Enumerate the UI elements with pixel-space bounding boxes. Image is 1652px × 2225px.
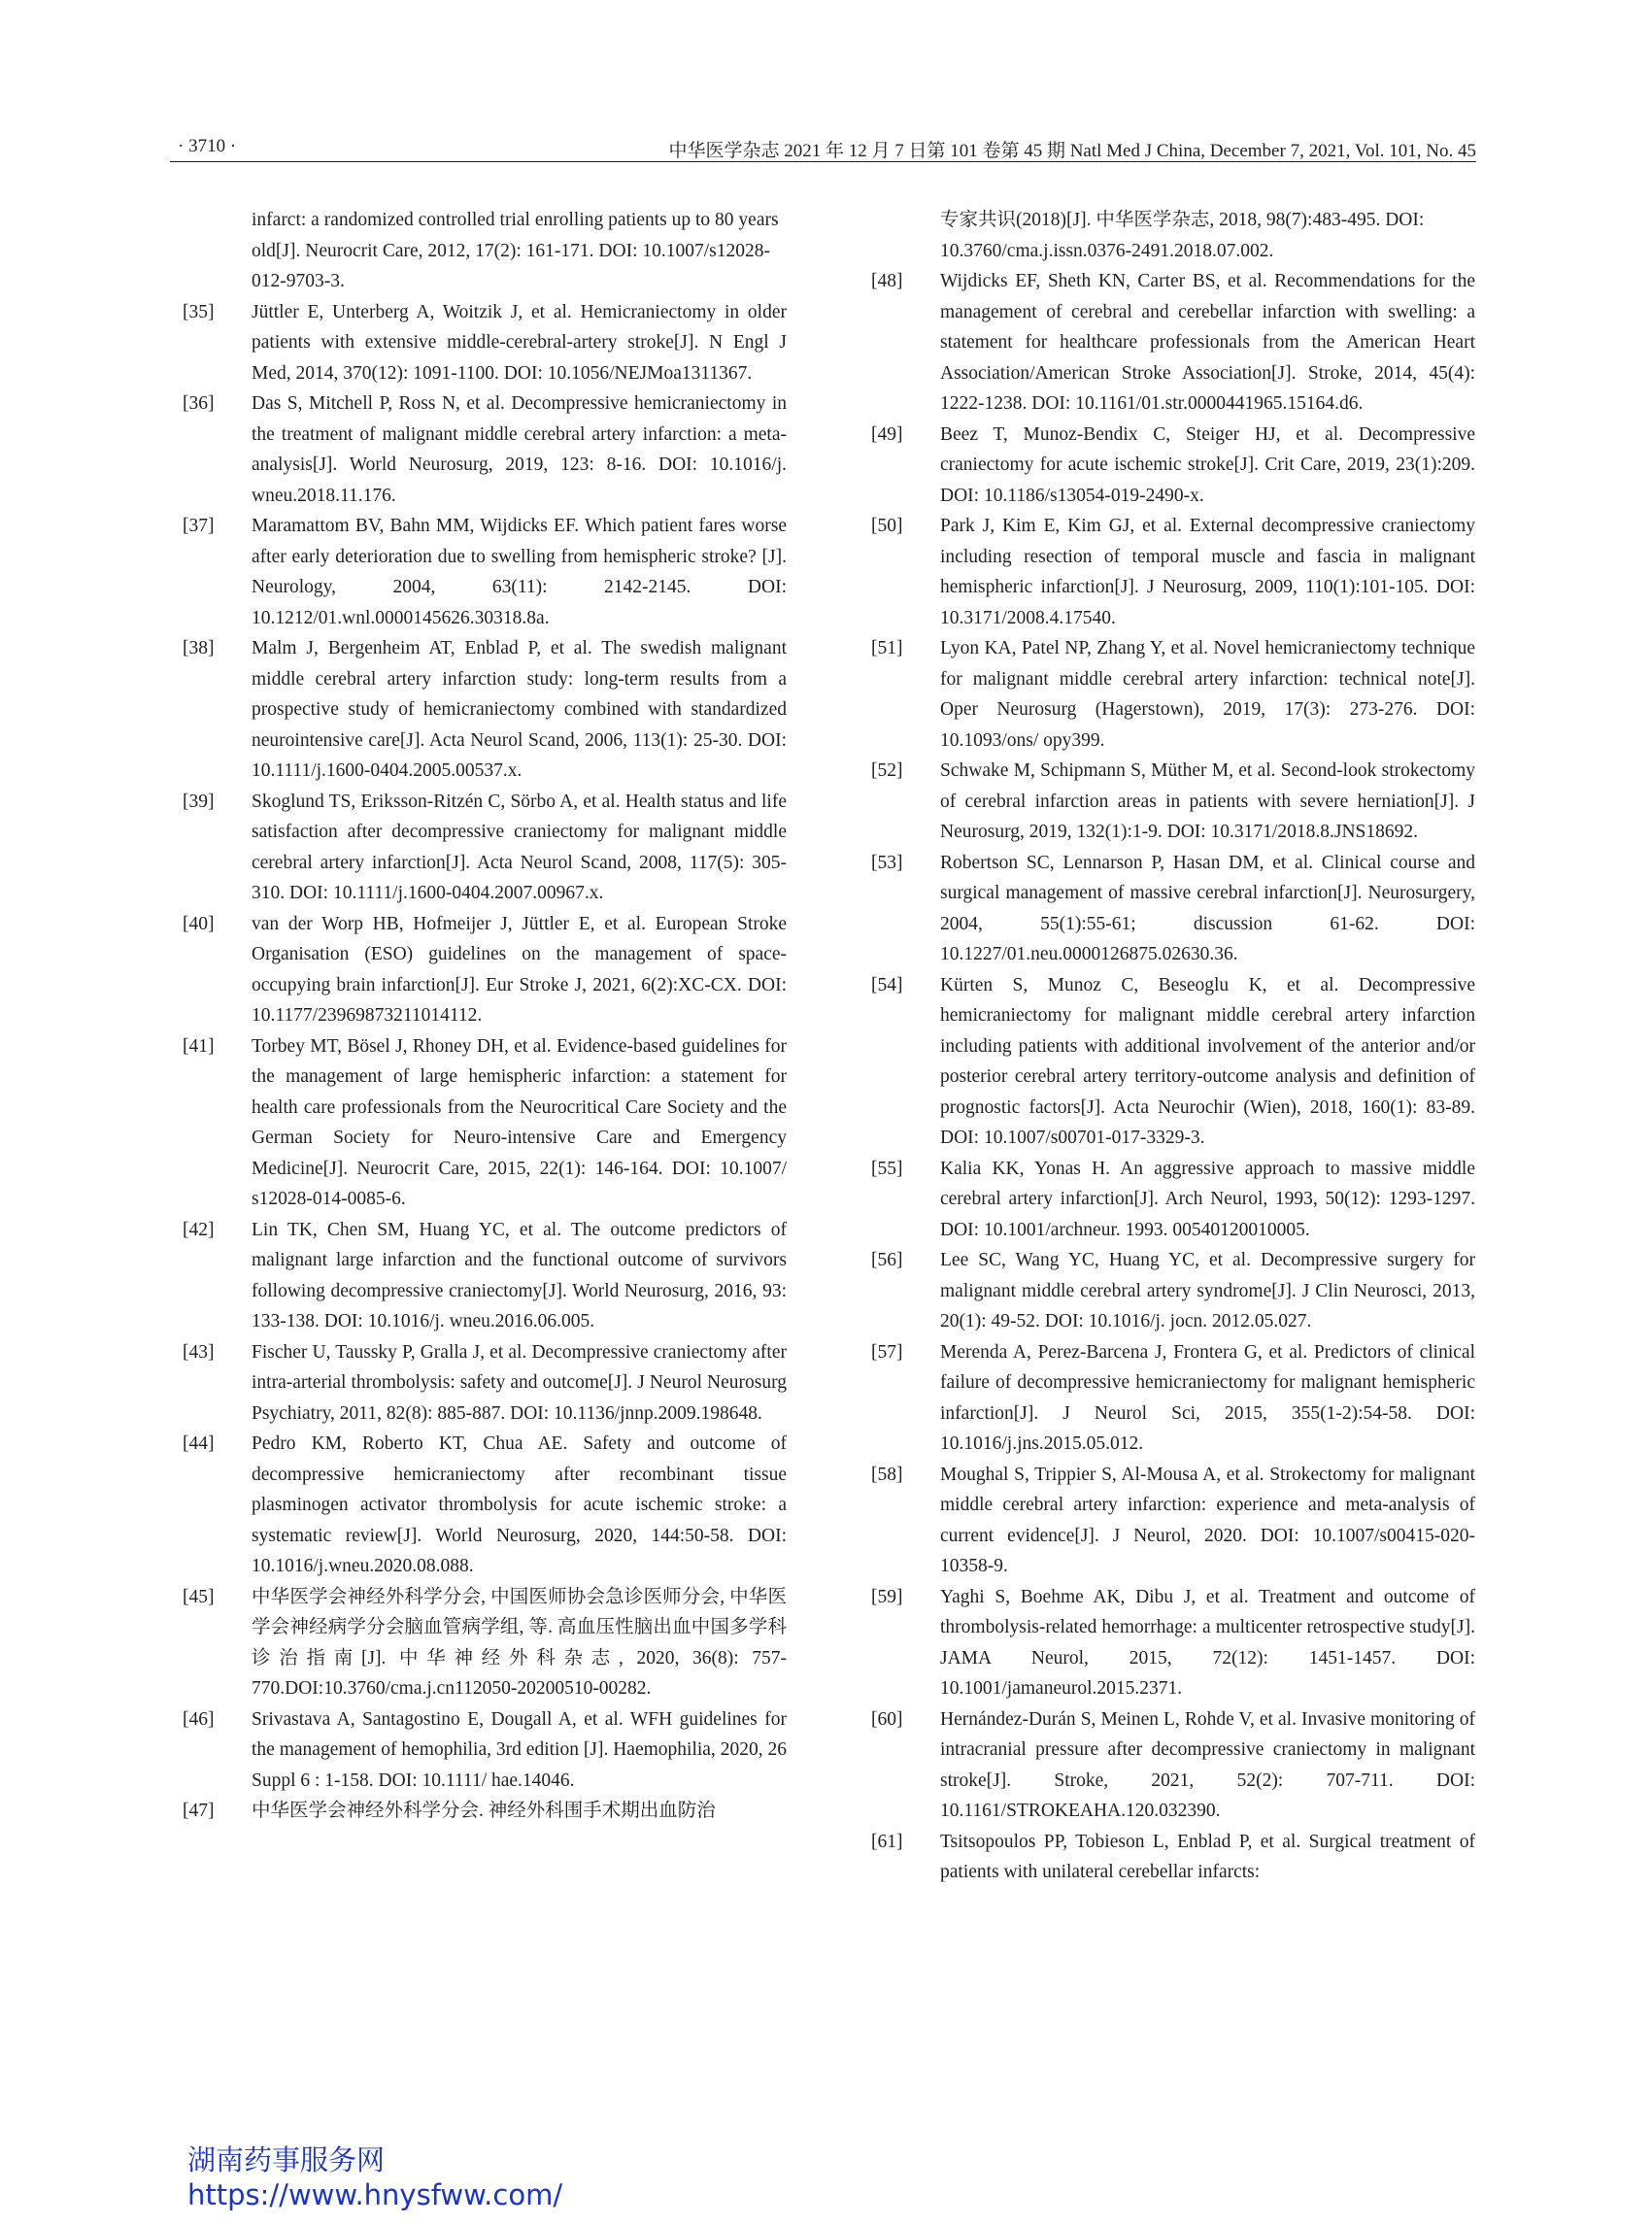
reference-text: Merenda A, Perez-Barcena J, Frontera G, et al. Predictors of clinical failure of decompressive hemicraniectomy for malignant hemispheric infarction[J]. J Neurol Sci, 2015, 355(1-2):54-58. DOI: 10.1016/j.jns.2015.05.012. (940, 1341, 1475, 1454)
reference-text: Moughal S, Trippier S, Al-Mousa A, et al. Strokectomy for malignant middle cerebral artery infarction: experience and meta-analysis of current evidence[J]. J Neurol, 2020. DOI: 10.1007/s00415-020-10358-9. (940, 1464, 1475, 1576)
reference-item (871, 1245, 1475, 1337)
reference-item (871, 1582, 1475, 1704)
reference-text: Lin TK, Chen SM, Huang YC, et al. The outcome predictors of malignant large infarction and the functional outcome of survivors following decompressive craniectomy[J]. World Neurosurg, 2016, 93: 133-138. DOI: 10.1016/j. wneu.2016.06.005. (252, 1219, 787, 1332)
reference-number: [42] (183, 1219, 215, 1240)
reference-list (183, 297, 787, 1827)
reference-text: Das S, Mitchell P, Ross N, et al. Decompressive hemicraniectomy in the treatment of malignant middle cerebral artery infarction: a meta-analysis[J]. World Neurosurg, 2019, 123: 8-16. DOI: 10.1016/j. wneu.2018.11.176. (252, 393, 787, 506)
reference-text: Maramattom BV, Bahn MM, Wijdicks EF. Which patient fares worse after early deterioration due to swelling from hemispheric stroke? [J]. Neurology, 2004, 63(11): 2142-2145. DOI: 10.1212/01.wnl.0000145626.30318.8a. (252, 516, 787, 628)
reference-text: Kürten S, Munoz C, Beseoglu K, et al. Decompressive hemicraniectomy for malignant middle cerebral artery infarction including patients with additional involvement of the anterior and/or posterior cerebral artery territory-outcome analysis and definition of prognostic factors[J]. Acta Neurochir (Wien), 2018, 160(1): 83-89. DOI: 10.1007/s00701-017-3329-3. (940, 974, 1475, 1148)
right-reference-column (871, 205, 1475, 1888)
reference-item (871, 848, 1475, 970)
reference-number: [41] (183, 1035, 215, 1057)
reference-number: [37] (183, 516, 215, 536)
reference-text: Srivastava A, Santagostino E, Dougall A, et al. WFH guidelines for the management of hemophilia, 3rd edition [J]. Haemophilia, 2020, 26 Suppl 6 : 1-158. DOI: 10.1111/ hae.14046. (252, 1708, 787, 1791)
reference-text: Schwake M, Schipmann S, Müther M, et al. Second-look strokectomy of cerebral infarction areas in patients with severe herniation[J]. J Neurosurg, 2019, 132(1):1-9. DOI: 10.3171/2018.8.JNS18692. (940, 760, 1475, 842)
reference-item (183, 1215, 787, 1337)
reference-number: [51] (871, 638, 903, 658)
reference-text: Kalia KK, Yonas H. An aggressive approach to massive middle cerebral artery infarction[J]. Arch Neurol, 1993, 50(12): 1293-1297. DOI: 10.1001/archneur. 1993. 00540120010005. (940, 1158, 1475, 1240)
reference-item (183, 1429, 787, 1582)
reference-number: [53] (871, 852, 903, 873)
reference-list (871, 266, 1475, 1888)
reference-item (871, 511, 1475, 633)
reference-item (183, 787, 787, 909)
reference-number: [44] (183, 1433, 215, 1454)
reference-text: Pedro KM, Roberto KT, Chua AE. Safety and outcome of decompressive hemicraniectomy after recombinant tissue plasminogen activator thrombolysis for acute ischemic stroke: a systematic review[J]. World Neurosurg, 2020, 144:50-58. DOI: 10.1016/j.wneu.2020.08.088. (252, 1433, 787, 1576)
reference-number: [57] (871, 1341, 903, 1363)
reference-number: [46] (183, 1708, 215, 1730)
reference-item (183, 1582, 787, 1704)
watermark-url[interactable]: https://www.hnysfww.com/ (187, 2178, 563, 2211)
reference-item (871, 633, 1475, 756)
reference-text: Lee SC, Wang YC, Huang YC, et al. Decompressive surgery for malignant middle cerebral artery syndrome[J]. J Clin Neurosci, 2013, 20(1): 49-52. DOI: 10.1016/j. jocn. 2012.05.027. (940, 1250, 1475, 1332)
reference-text: Lyon KA, Patel NP, Zhang Y, et al. Novel hemicraniectomy technique for malignant middle cerebral artery infarction: technical note[J]. Oper Neurosurg (Hagerstown), 2019, 17(3): 273-276. DOI: 10.1093/ons/ opy399. (940, 638, 1475, 751)
reference-number: [36] (183, 393, 215, 414)
reference-text: 中华医学会神经外科学分会, 中国医师协会急诊医师分会, 中华医学会神经病学分会脑血管病学组, 等. 高血压性脑出血中国多学科诊治指南[J]. 中华神经外科杂志, 2020, 36(8): 757-770.DOI:10.3760/cma.j.cn112050-20200510-00282. (252, 1586, 787, 1699)
reference-number: [35] (183, 301, 215, 322)
reference-item (183, 1704, 787, 1797)
reference-text: Beez T, Munoz-Bendix C, Steiger HJ, et al. Decompressive craniectomy for acute ischemic stroke[J]. Crit Care, 2019, 23(1):209. DOI: 10.1186/s13054-019-2490-x. (940, 423, 1475, 506)
reference-number: [54] (871, 974, 903, 995)
reference-number: [61] (871, 1831, 903, 1852)
reference-number: [38] (183, 638, 215, 658)
reference-item (871, 1337, 1475, 1460)
reference-text: 中华医学会神经外科学分会. 神经外科围手术期出血防治 (252, 1801, 716, 1821)
reference-text: Wijdicks EF, Sheth KN, Carter BS, et al. Recommendations for the management of cerebral and cerebellar infarction with swelling: a statement for healthcare professionals from the American Heart Association/American Stroke Association[J]. Stroke, 2014, 45(4): 1222-1238. DOI: 10.1161/01.str.0000441965.15164.d6. (940, 271, 1475, 414)
reference-number: [60] (871, 1708, 903, 1730)
reference-text: van der Worp HB, Hofmeijer J, Jüttler E, et al. European Stroke Organisation (ESO) guidelines on the management of space-occupying brain infarction[J]. Eur Stroke J, 2021, 6(2):XC-CX. DOI: 10.1177/23969873211014112. (252, 913, 787, 1026)
page-number: · 3710 · (178, 136, 237, 156)
reference-item (183, 297, 787, 389)
reference-text: Hernández-Durán S, Meinen L, Rohde V, et al. Invasive monitoring of intracranial pressure after decompressive craniectomy in malignant stroke[J]. Stroke, 2021, 52(2): 707-711. DOI: 10.1161/STROKEAHA.120.032390. (940, 1708, 1475, 1821)
reference-number: [45] (183, 1586, 215, 1607)
reference-item (871, 970, 1475, 1154)
reference-text: Yaghi S, Boehme AK, Dibu J, et al. Treatment and outcome of thrombolysis-related hemorrhage: a multicenter retrospective study[J]. JAMA Neurol, 2015, 72(12): 1451-1457. DOI: 10.1001/jamaneurol.2015.2371. (940, 1586, 1475, 1699)
reference-number: [56] (871, 1250, 903, 1270)
reference-item (183, 909, 787, 1031)
reference-item (183, 388, 787, 511)
reference-number: [48] (871, 271, 903, 291)
reference-item (871, 1460, 1475, 1582)
reference-item (183, 511, 787, 633)
reference-number: [49] (871, 423, 903, 445)
reference-text: Robertson SC, Lennarson P, Hasan DM, et al. Clinical course and surgical management of massive cerebral infarction[J]. Neurosurgery, 2004, 55(1):55-61; discussion 61-62. DOI: 10.1227/01.neu.0000126875.02630.36. (940, 852, 1475, 964)
left-reference-column (183, 205, 787, 1827)
reference-text: Skoglund TS, Eriksson-Ritzén C, Sörbo A, et al. Health status and life satisfaction after decompressive craniectomy for malignant middle cerebral artery infarction[J]. Acta Neurol Scand, 2008, 117(5): 305-310. DOI: 10.1111/j.1600-0404.2007.00967.x. (252, 791, 787, 903)
reference-item (183, 1796, 787, 1827)
reference-item (871, 420, 1475, 512)
reference-text: Malm J, Bergenheim AT, Enblad P, et al. The swedish malignant middle cerebral artery infarction study: long-term results from a prospective study of hemicraniectomy combined with standardized neurointensive care[J]. Acta Neurol Scand, 2006, 113(1): 25-30. DOI: 10.1111/j.1600-0404.2005.00537.x. (252, 638, 787, 781)
reference-text: Park J, Kim E, Kim GJ, et al. External decompressive craniectomy including resection of temporal muscle and fascia in malignant hemispheric infarction[J]. J Neurosurg, 2009, 110(1):101-105. DOI: 10.3171/2008.4.17540. (940, 516, 1475, 628)
reference-text: Fischer U, Taussky P, Gralla J, et al. Decompressive craniectomy after intra-arterial thrombolysis: safety and outcome[J]. J Neurol Neurosurg Psychiatry, 2011, 82(8): 885-887. DOI: 10.1136/jnnp.2009.198648. (252, 1341, 787, 1424)
journal-citation-line: 中华医学杂志 2021 年 12 月 7 日第 101 卷第 45 期 Natl Med J China, December 7, 2021, Vol. 101, No. 45 (668, 141, 1476, 161)
reference-item (871, 1704, 1475, 1827)
reference-item (871, 756, 1475, 848)
continued-reference: infarct: a randomized controlled trial enrolling patients up to 80 years old[J]. Neurocrit Care, 2012, 17(2): 161-171. DOI: 10.1007/s12028-012-9703-3. (252, 210, 779, 291)
continued-reference: 专家共识(2018)[J]. 中华医学杂志, 2018, 98(7):483-495. DOI: 10.3760/cma.j.issn.0376-2491.2018.07.002. (940, 210, 1425, 261)
reference-number: [40] (183, 913, 215, 934)
reference-text: Tsitsopoulos PP, Tobieson L, Enblad P, et al. Surgical treatment of patients with unilateral cerebellar infarcts: (940, 1831, 1475, 1882)
reference-item (183, 633, 787, 787)
reference-number: [58] (871, 1464, 903, 1485)
reference-number: [59] (871, 1586, 903, 1607)
reference-number: [39] (183, 791, 215, 812)
watermark (187, 2142, 562, 2212)
reference-number: [52] (871, 760, 903, 781)
running-header (170, 132, 1476, 162)
reference-item (871, 266, 1475, 420)
reference-number: [55] (871, 1158, 903, 1179)
watermark-site-name: 湖南药事服务网 (187, 2143, 386, 2176)
reference-number: [50] (871, 516, 903, 536)
reference-text: Torbey MT, Bösel J, Rhoney DH, et al. Evidence-based guidelines for the management of large hemispheric infarction: a statement for health care professionals from the Neurocritical Care Society and the German Society for Neuro-intensive Care and Emergency Medicine[J]. Neurocrit Care, 2015, 22(1): 146-164. DOI: 10.1007/ s12028-014-0085-6. (252, 1035, 787, 1209)
reference-item (183, 1031, 787, 1215)
reference-item (871, 1827, 1475, 1888)
reference-item (871, 1154, 1475, 1246)
reference-item (183, 1337, 787, 1430)
reference-number: [43] (183, 1341, 215, 1363)
reference-text: Jüttler E, Unterberg A, Woitzik J, et al. Hemicraniectomy in older patients with extensive middle-cerebral-artery stroke[J]. N Engl J Med, 2014, 370(12): 1091-1100. DOI: 10.1056/NEJMoa1311367. (252, 301, 787, 384)
reference-number: [47] (183, 1801, 215, 1821)
